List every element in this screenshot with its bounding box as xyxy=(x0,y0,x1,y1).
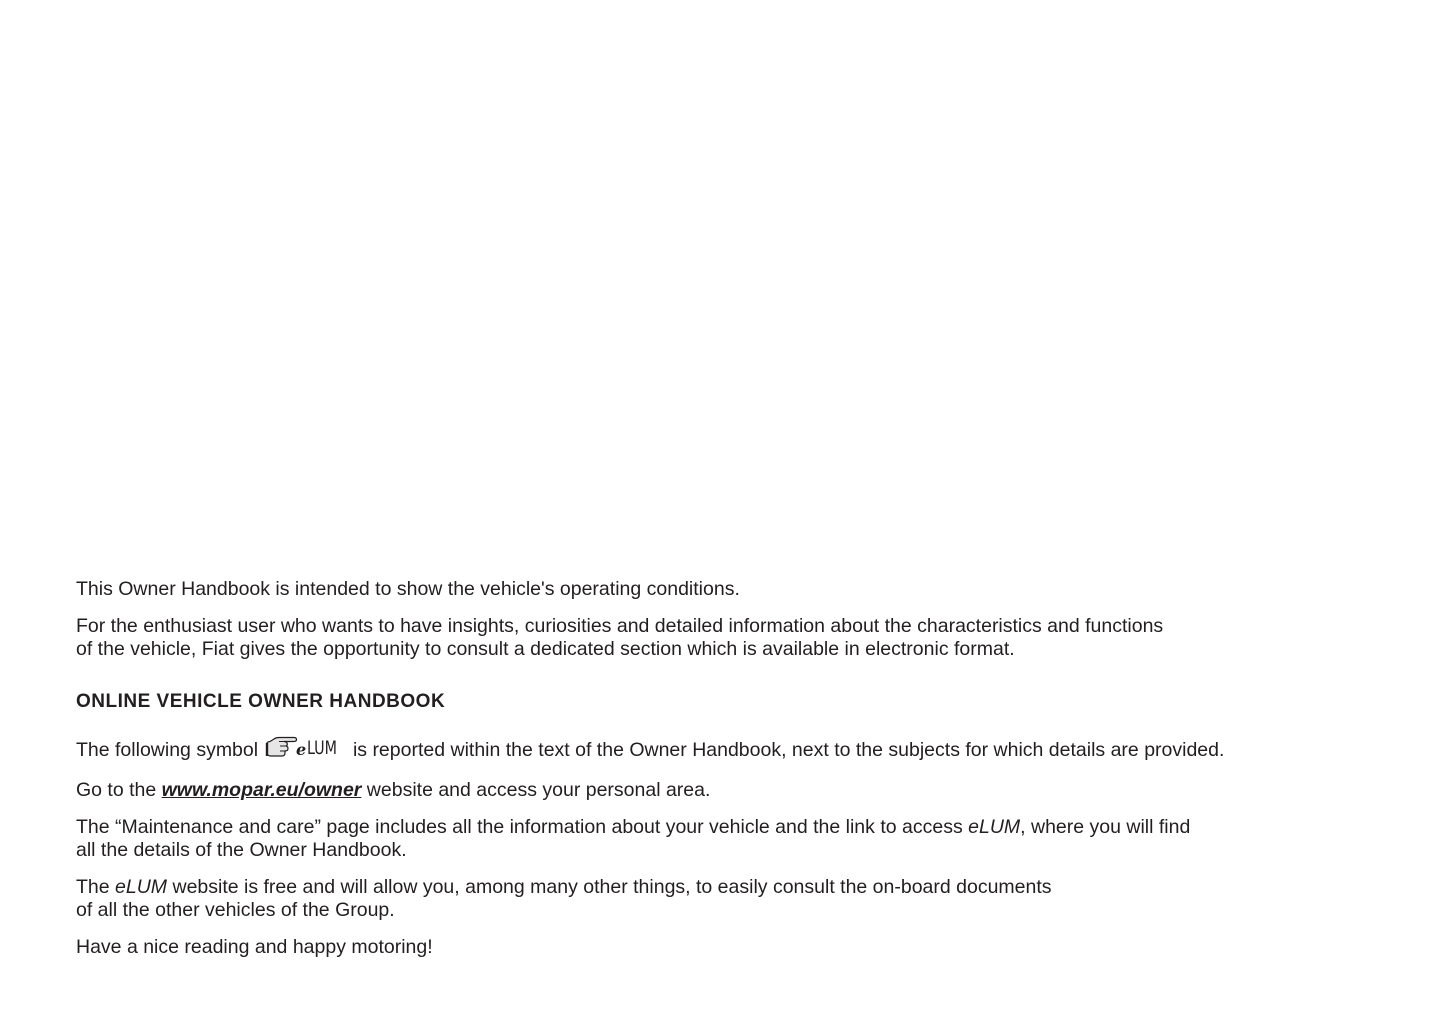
svg-text:LUM: LUM xyxy=(306,737,337,759)
elum-site-text-before: The xyxy=(76,876,110,898)
page-content xyxy=(76,578,1376,959)
symbol-text-before: The following symbol xyxy=(76,739,259,761)
elum-site-line-2: of all the other vehicles of the Group. xyxy=(76,899,395,921)
enthusiast-line-2: of the vehicle, Fiat gives the opportunity to consult a dedicated section which is available in electronic format. xyxy=(76,638,1015,660)
maintenance-text-before: The “Maintenance and care” page includes all the information about your vehicle and the link to access xyxy=(76,816,963,838)
enthusiast-line-1: For the enthusiast user who wants to have insights, curiosities and detailed information about the characteristics and functions xyxy=(76,615,1164,637)
svg-text:e: e xyxy=(295,740,306,759)
enthusiast-paragraph xyxy=(76,615,1376,661)
goto-text-after: website and access your personal area. xyxy=(366,779,711,801)
maintenance-text-after: , where you will find xyxy=(1020,816,1191,838)
mopar-owner-link[interactable]: www.mopar.eu/owner xyxy=(161,779,362,801)
goto-paragraph xyxy=(76,779,1376,802)
section-heading: ONLINE VEHICLE OWNER HANDBOOK xyxy=(76,691,446,712)
maintenance-paragraph xyxy=(76,816,1376,862)
symbol-paragraph xyxy=(76,732,1376,765)
maintenance-line-2: all the details of the Owner Handbook. xyxy=(76,839,407,861)
elum-site-text-after: website is free and will allow you, among many other things, to easily consult the on-board documents xyxy=(172,876,1052,898)
intro-line-1: This Owner Handbook is intended to show the vehicle's operating conditions. xyxy=(76,578,740,600)
intro-paragraph xyxy=(76,578,1376,601)
elum-site-paragraph xyxy=(76,876,1376,922)
elum-site-line-1 xyxy=(76,876,1376,899)
closing-text: Have a nice reading and happy motoring! xyxy=(76,936,433,958)
elum-site-elum: eLUM xyxy=(115,876,168,898)
maintenance-line-1 xyxy=(76,816,1376,839)
goto-text-before: Go to the xyxy=(76,779,157,801)
maintenance-elum: eLUM xyxy=(968,816,1021,838)
symbol-text-after: is reported within the text of the Owner Handbook, next to the subjects for which details are provided. xyxy=(352,739,1225,761)
elum-pointing-hand-icon xyxy=(266,732,338,765)
closing-paragraph xyxy=(76,936,1376,959)
